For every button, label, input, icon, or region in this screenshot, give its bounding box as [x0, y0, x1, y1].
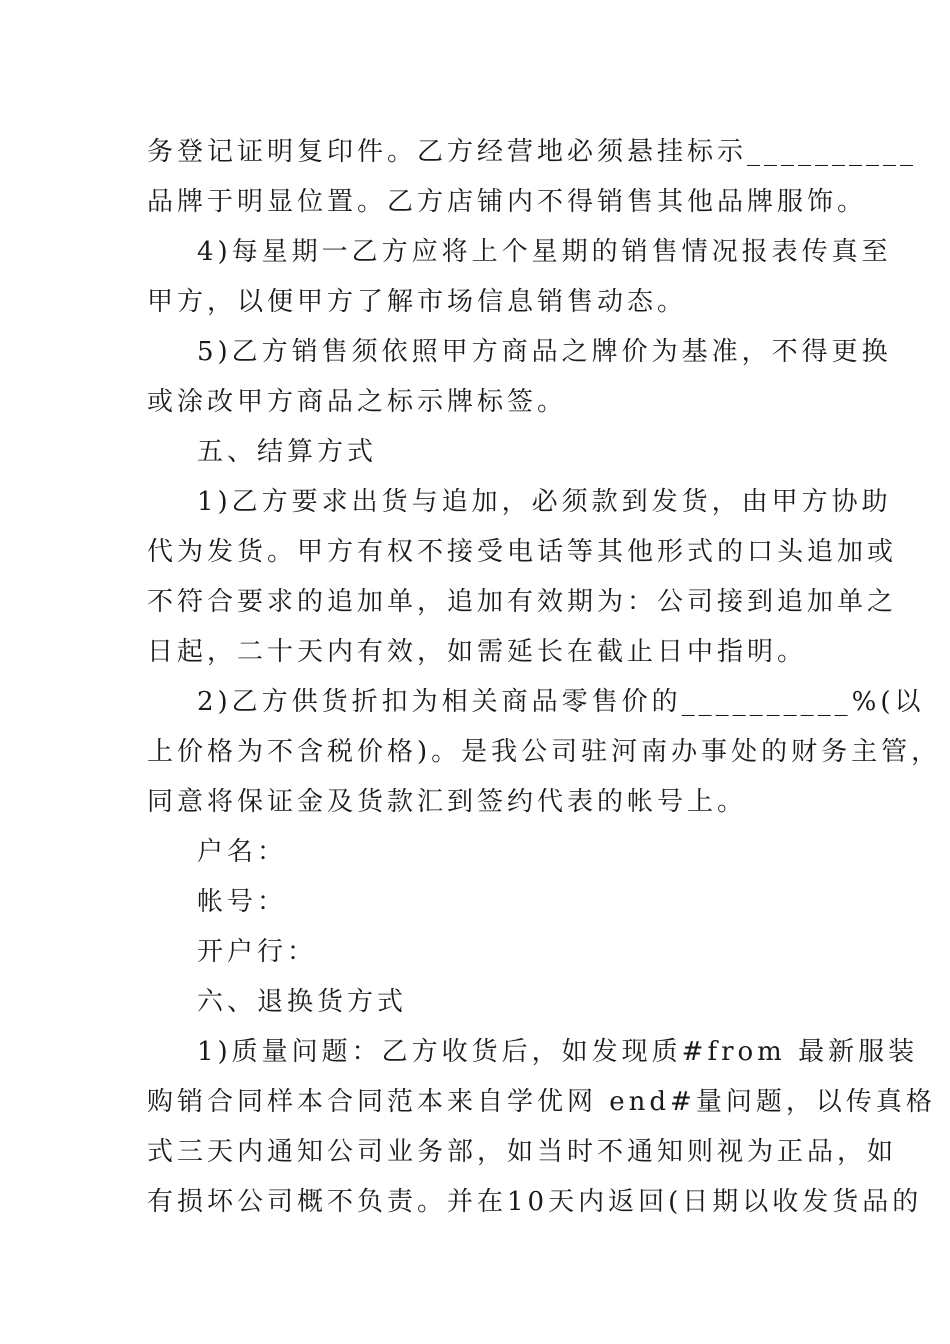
paragraph-line: 5)乙方销售须依照甲方商品之牌价为基准，不得更换: [197, 337, 892, 367]
section-heading: 六、退换货方式: [197, 987, 408, 1017]
paragraph-line: 4)每星期一乙方应将上个星期的销售情况报表传真至: [197, 237, 892, 267]
paragraph-line: 甲方，以便甲方了解市场信息销售动态。: [147, 287, 688, 317]
paragraph-line: 务登记证明复印件。乙方经营地必须悬挂标示__________: [147, 137, 918, 167]
paragraph-line: 有损坏公司概不负责。并在10天内返回(日期以收发货品的: [147, 1187, 923, 1217]
account-number-label: 帐号：: [197, 887, 288, 917]
paragraph-line: 1)质量问题：乙方收货后，如发现质#from 最新服装: [197, 1037, 919, 1067]
paragraph-line: 或涂改甲方商品之标示牌标签。: [147, 387, 568, 417]
paragraph-line: 日起，二十天内有效，如需延长在截止日中指明。: [147, 637, 808, 667]
paragraph-line: 1)乙方要求出货与追加，必须款到发货，由甲方协助: [197, 487, 892, 517]
account-name-label: 户名：: [197, 837, 288, 867]
bank-name-label: 开户行：: [197, 937, 318, 967]
section-heading: 五、结算方式: [197, 437, 378, 467]
paragraph-line: 品牌于明显位置。乙方店铺内不得销售其他品牌服饰。: [147, 187, 868, 217]
paragraph-line: 购销合同样本合同范本来自学优网 end#量问题，以传真格: [147, 1087, 936, 1117]
paragraph-line: 不符合要求的追加单，追加有效期为：公司接到追加单之: [147, 587, 898, 617]
paragraph-line: 2)乙方供货折扣为相关商品零售价的__________%(以: [197, 687, 925, 717]
paragraph-line: 上价格为不含税价格)。是我公司驻河南办事处的财务主管，: [147, 737, 942, 767]
paragraph-line: 同意将保证金及货款汇到签约代表的帐号上。: [147, 787, 748, 817]
paragraph-line: 式三天内通知公司业务部，如当时不通知则视为正品，如: [147, 1137, 898, 1167]
paragraph-line: 代为发货。甲方有权不接受电话等其他形式的口头追加或: [147, 537, 898, 567]
